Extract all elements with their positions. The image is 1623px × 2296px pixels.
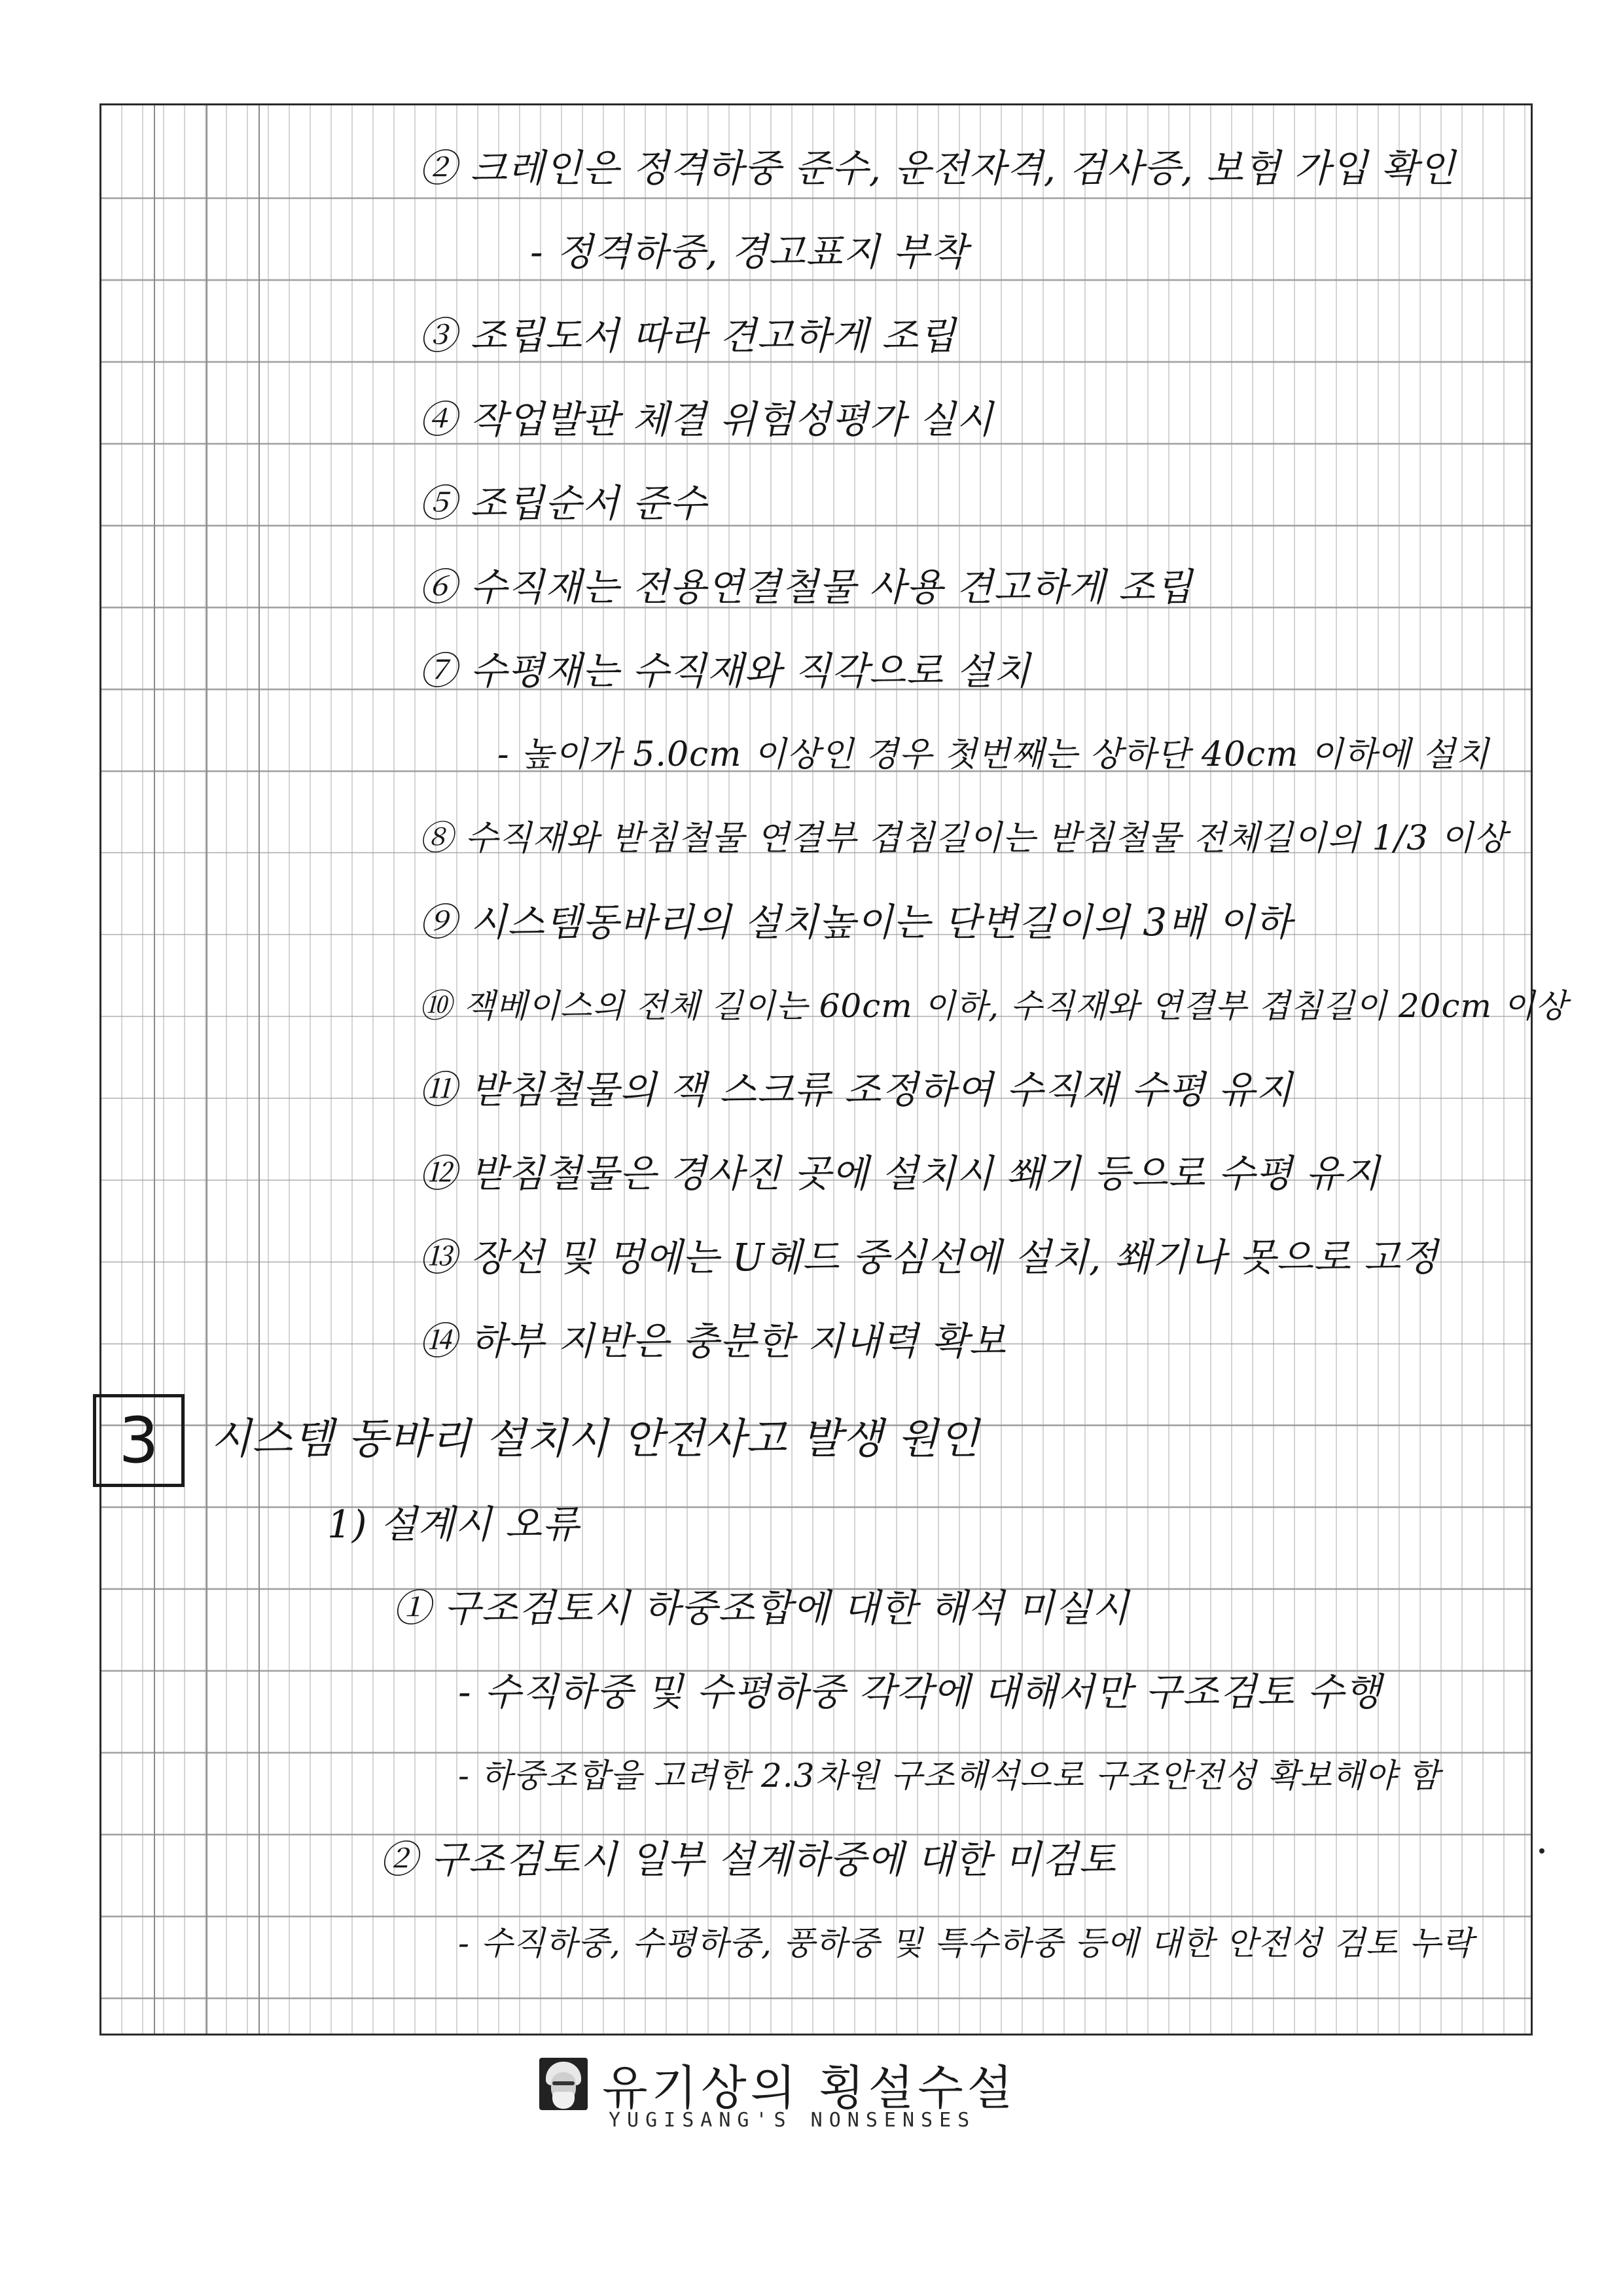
note-line: ③ 조립도서 따라 견고하게 조립 [419, 314, 957, 358]
note-line: - 수직하중, 수평하중, 풍하중 및 특수하중 등에 대한 안전성 검토 누락 [458, 1924, 1474, 1962]
note-line: ① 구조검토시 하중조합에 대한 해석 미실시 [393, 1586, 1130, 1630]
note-line: ⑧ 수직재와 받침철물 연결부 겹침길이는 받침철물 전체길이의 1/3 이상 [419, 819, 1508, 858]
note-line: ⑥ 수직재는 전용연결철물 사용 견고하게 조립 [419, 565, 1193, 609]
note-line: - 하중조합을 고려한 2.3차원 구조해석으로 구조안전성 확보해야 함 [458, 1757, 1440, 1795]
portrait-photo-icon [539, 2058, 588, 2110]
note-line: - 정격하중, 경고표지 부착 [530, 230, 968, 274]
note-line: ⑬ 장선 및 멍에는 U헤드 중심선에 설치, 쐐기나 못으로 고정 [419, 1235, 1438, 1280]
note-line: - 수직하중 및 수평하중 각각에 대해서만 구조검토 수행 [458, 1670, 1382, 1714]
ink-dot [1539, 1848, 1544, 1854]
note-line: ② 크레인은 정격하중 준수, 운전자격, 검사증, 보험 가입 확인 [419, 146, 1456, 190]
section-number-box: 3 [93, 1394, 185, 1487]
margin-rule [206, 105, 207, 2034]
note-line: ⑭ 하부 지반은 충분한 지내력 확보 [419, 1319, 1007, 1363]
margin-rule [259, 105, 260, 2034]
logo-title: 유기상의 횡설수설 [602, 2060, 1017, 2115]
note-line: ② 구조검토시 일부 설계하중에 대한 미검토 [380, 1837, 1116, 1882]
logo-subtitle: YUGISANG'S NONSENSES [609, 2109, 976, 2132]
note-line: ⑪ 받침철물의 잭 스크류 조정하여 수직재 수평 유지 [419, 1067, 1293, 1112]
note-line: ⑨ 시스템동바리의 설치높이는 단변길이의 3배 이하 [419, 900, 1293, 944]
note-line: ④ 작업발판 체결 위험성평가 실시 [419, 397, 994, 442]
note-line: 1) 설계시 오류 [327, 1502, 580, 1547]
note-line: - 높이가 5.0cm 이상인 경우 첫번째는 상하단 40cm 이하에 설치 [497, 735, 1489, 774]
section-title: 시스템 동바리 설치시 안전사고 발생 원인 [211, 1415, 980, 1463]
margin-rule [154, 105, 155, 2034]
note-line: ⑦ 수평재는 수직재와 직각으로 설치 [419, 649, 1031, 693]
note-line: ⑩ 잭베이스의 전체 길이는 60cm 이하, 수직재와 연결부 겹침길이 20cm 이상 [419, 987, 1568, 1025]
note-line: ⑤ 조립순서 준수 [419, 481, 707, 526]
note-line: ⑫ 받침철물은 경사진 곳에 설치시 쐐기 등으로 수평 유지 [419, 1151, 1381, 1196]
